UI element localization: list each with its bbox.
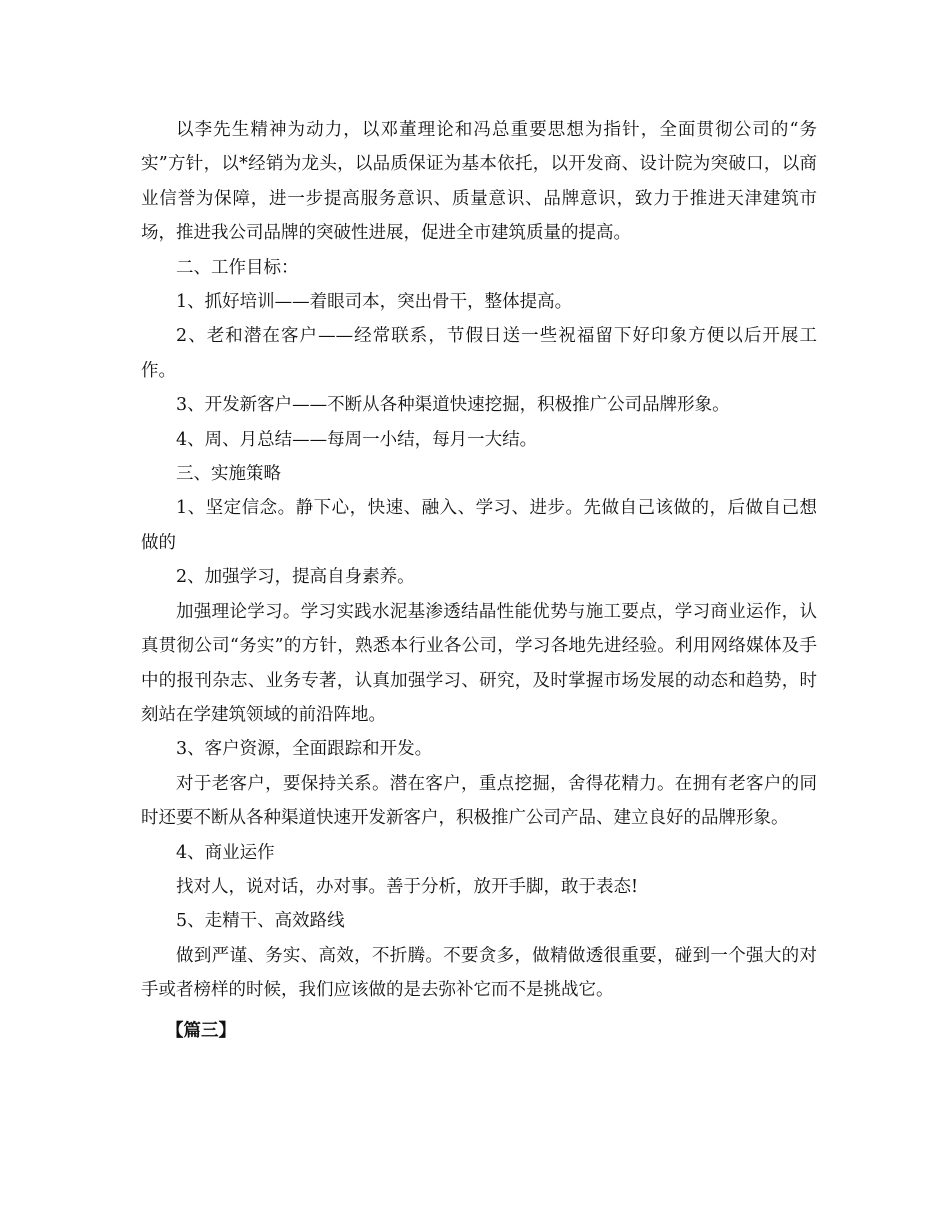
list-item-strategy-2: 2、加强学习，提高自身素养。: [176, 567, 415, 588]
section-marker: 【篇三】: [166, 1020, 236, 1041]
document-body: [141, 113, 817, 1048]
paragraph-guiding-principle: 以李先生精神为动力，以邓董理论和冯总重要思想为指针，全面贯彻公司的“务实”方针，以*经销为龙头，以品质保证为基本依托，以开发商、设计院为突破口，以商业信誉为保障，进一步提高服务意识、质量意识、品牌意识，致力于推进天津建筑市场，推进我公司品牌的突破性进展，促进全市建筑质量的提高。: [141, 120, 817, 244]
list-item-strategy-5: 5、走精干、高效路线: [176, 911, 345, 932]
list-item-strategy-1: 1、坚定信念。静下心，快速、融入、学习、进步。先做自己该做的，后做自己想做的: [141, 498, 817, 553]
paragraph-strategy-2-detail: 加强理论学习。学习实践水泥基渗透结晶性能优势与施工要点，学习商业运作，认真贯彻公司“务实”的方针，熟悉本行业各公司，学习各地先进经验。利用网络媒体及手中的报刊杂志、业务专著，认真加强学习、研究，及时掌握市场发展的动态和趋势，时刻站在学建筑领域的前沿阵地。: [141, 601, 817, 725]
paragraph-strategy-4-detail: 找对人，说对话，办对事。善于分析，放开手脚，敢于表态!: [176, 876, 639, 897]
list-item-goal-3: 3、开发新客户——不断从各种渠道快速挖掘，积极推广公司品牌形象。: [176, 395, 730, 416]
list-item-strategy-3: 3、客户资源，全面跟踪和开发。: [176, 739, 433, 760]
heading-implementation-strategy: 三、实施策略: [176, 464, 281, 485]
list-item-goal-4: 4、周、月总结——每周一小结，每月一大结。: [176, 429, 538, 450]
paragraph-strategy-3-detail: 对于老客户，要保持关系。潜在客户，重点挖掘，舍得花精力。在拥有老客户的同时还要不断从各种渠道快速开发新客户，积极推广公司产品、建立良好的品牌形象。: [141, 773, 817, 829]
heading-work-goals: 二、工作目标：: [176, 257, 299, 278]
list-item-goal-1: 1、抓好培训——着眼司本，突出骨干，整体提高。: [176, 292, 573, 313]
paragraph-strategy-5-detail: 做到严谨、务实、高效，不折腾。不要贪多，做精做透很重要，碰到一个强大的对手或者榜样的时候，我们应该做的是去弥补它而不是挑战它。: [141, 945, 817, 1001]
list-item-strategy-4: 4、商业运作: [176, 842, 275, 863]
list-item-goal-2: 2、老和潜在客户——经常联系，节假日送一些祝福留下好印象方便以后开展工作。: [141, 326, 817, 381]
